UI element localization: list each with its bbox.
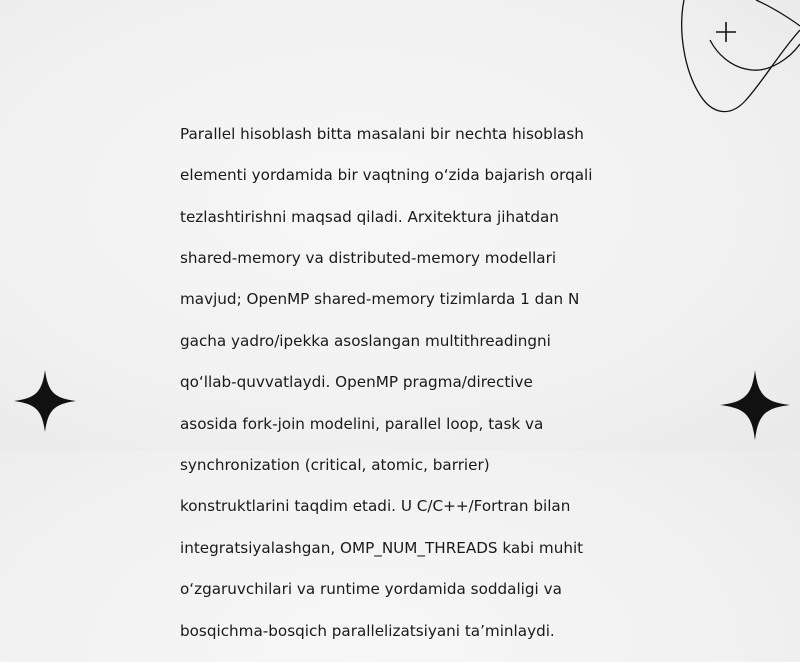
body-line: bosqichma-bosqich parallelizatsiyani ta’minlaydi. xyxy=(180,621,555,640)
body-line: shared-memory va distributed-memory modellari xyxy=(180,248,557,267)
body-line: gacha yadro/ipekka asoslangan multithreadingni xyxy=(180,331,551,350)
four-point-star-icon xyxy=(720,370,790,440)
body-line: mavjud; OpenMP shared-memory tizimlarda 1 dan N xyxy=(180,290,580,309)
body-line: o‘zgaruvchilari va runtime yordamida soddaligi va xyxy=(180,580,562,599)
body-line: Parallel hisoblash bitta masalani bir nechta hisoblash xyxy=(180,124,584,143)
four-point-star-icon xyxy=(14,370,76,432)
body-line: elementi yordamida bir vaqtning o‘zida bajarish orqali xyxy=(180,166,593,185)
body-paragraph xyxy=(180,103,642,662)
body-line: konstruktlarini taqdim etadi. U C/C++/Fortran bilan xyxy=(180,497,571,516)
body-line: qo‘llab-quvvatlaydi. OpenMP pragma/directive xyxy=(180,373,533,392)
orbit-sparkle-icon xyxy=(660,0,800,130)
body-line: synchronization (critical, atomic, barrier) xyxy=(180,455,490,474)
body-line: asosida fork-join modelini, parallel loop, task va xyxy=(180,414,544,433)
body-line: integratsiyalashgan, OMP_NUM_THREADS kabi muhit xyxy=(180,538,584,557)
body-line: tezlashtirishni maqsad qiladi. Arxitektura jihatdan xyxy=(180,207,559,226)
